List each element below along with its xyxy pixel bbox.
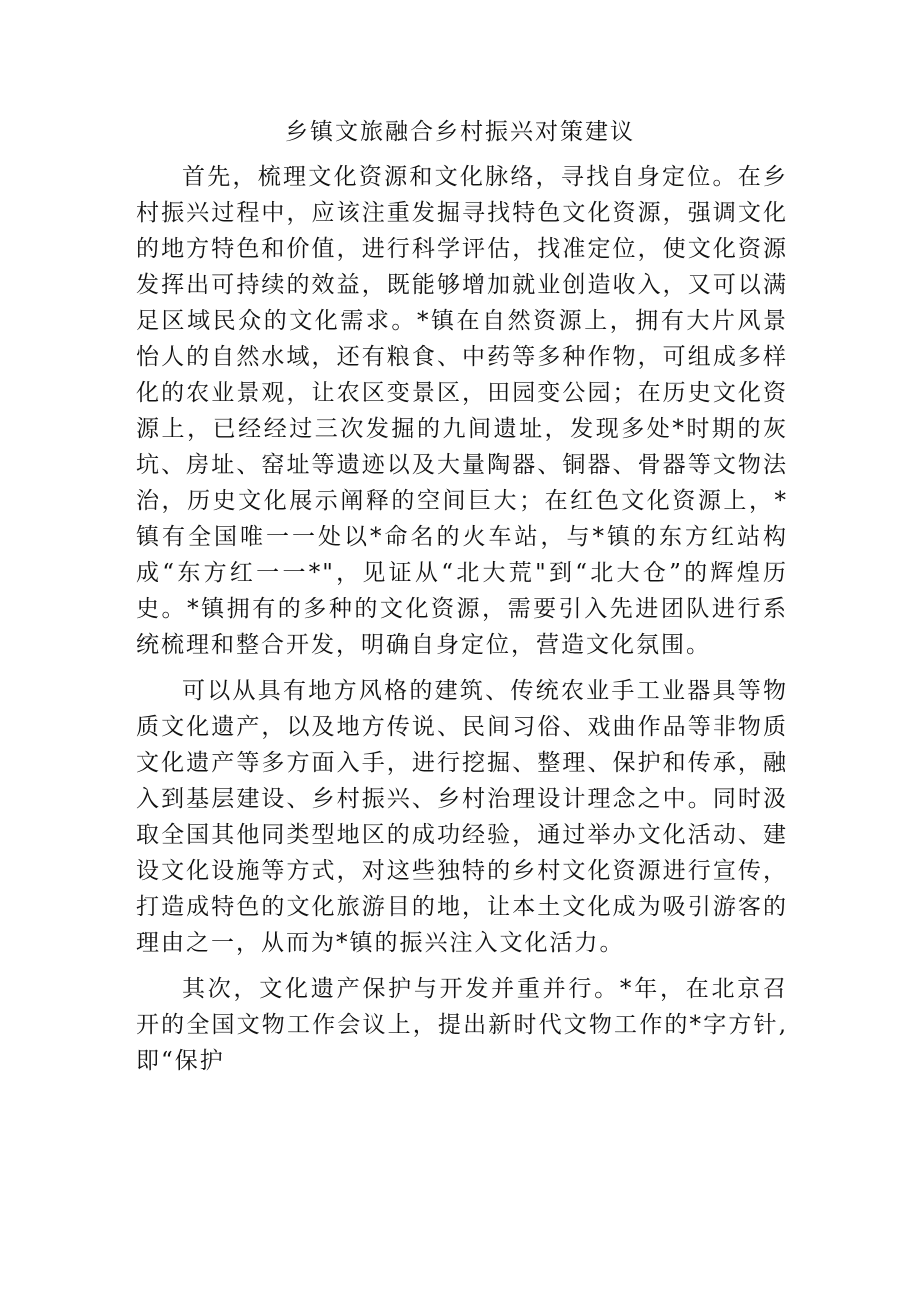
paragraph-3: 其次，文化遗产保护与开发并重并行。*年，在北京召开的全国文物工作会议上，提出新时代文物工作的*字方针,即“保护	[136, 976, 788, 1074]
paragraph-2: 可以从具有地方风格的建筑、传统农业手工业器具等物质文化遗产，以及地方传说、民间习俗、戏曲作品等非物质文化遗产等多方面入手，进行挖掘、整理、保护和传承，融入到基层建设、乡村振兴、乡村治理设计理念之中。同时汲取全国其他同类型地区的成功经验，通过举办文化活动、建设文化设施等方式，对这些独特的乡村文化资源进行宣传，打造成特色的文化旅游目的地，让本土文化成为吸引游客的理由之一，从而为*镇的振兴注入文化活力。	[136, 678, 788, 956]
document-body	[136, 159, 788, 1079]
paragraph-1: 首先，梳理文化资源和文化脉络，寻找自身定位。在乡村振兴过程中，应该注重发掘寻找特色文化资源，强调文化的地方特色和价值，进行科学评估，找准定位，使文化资源发挥出可持续的效益，既能够增加就业创造收入，又可以满足区域民众的文化需求。*镇在自然资源上，拥有大片风景怡人的自然水域，还有粮食、中药等多种作物，可组成多样化的农业景观，让农区变景区，田园变公园；在历史文化资源上，已经经过三次发掘的九间遗址，发现多处*时期的灰坑、房址、窑址等遗迹以及大量陶器、铜器、骨器等文物法治，历史文化展示阐释的空间巨大；在红色文化资源上，*镇有全国唯一一处以*命名的火车站，与*镇的东方红站构成“东方红一一*"，见证从“北大荒"到“北大仓”的辉煌历史。*镇拥有的多种的文化资源，需要引入先进团队进行系统梳理和整合开发，明确自身定位，营造文化氛围。	[136, 164, 788, 658]
document-title: 乡镇文旅融合乡村振兴对策建议	[285, 119, 635, 145]
